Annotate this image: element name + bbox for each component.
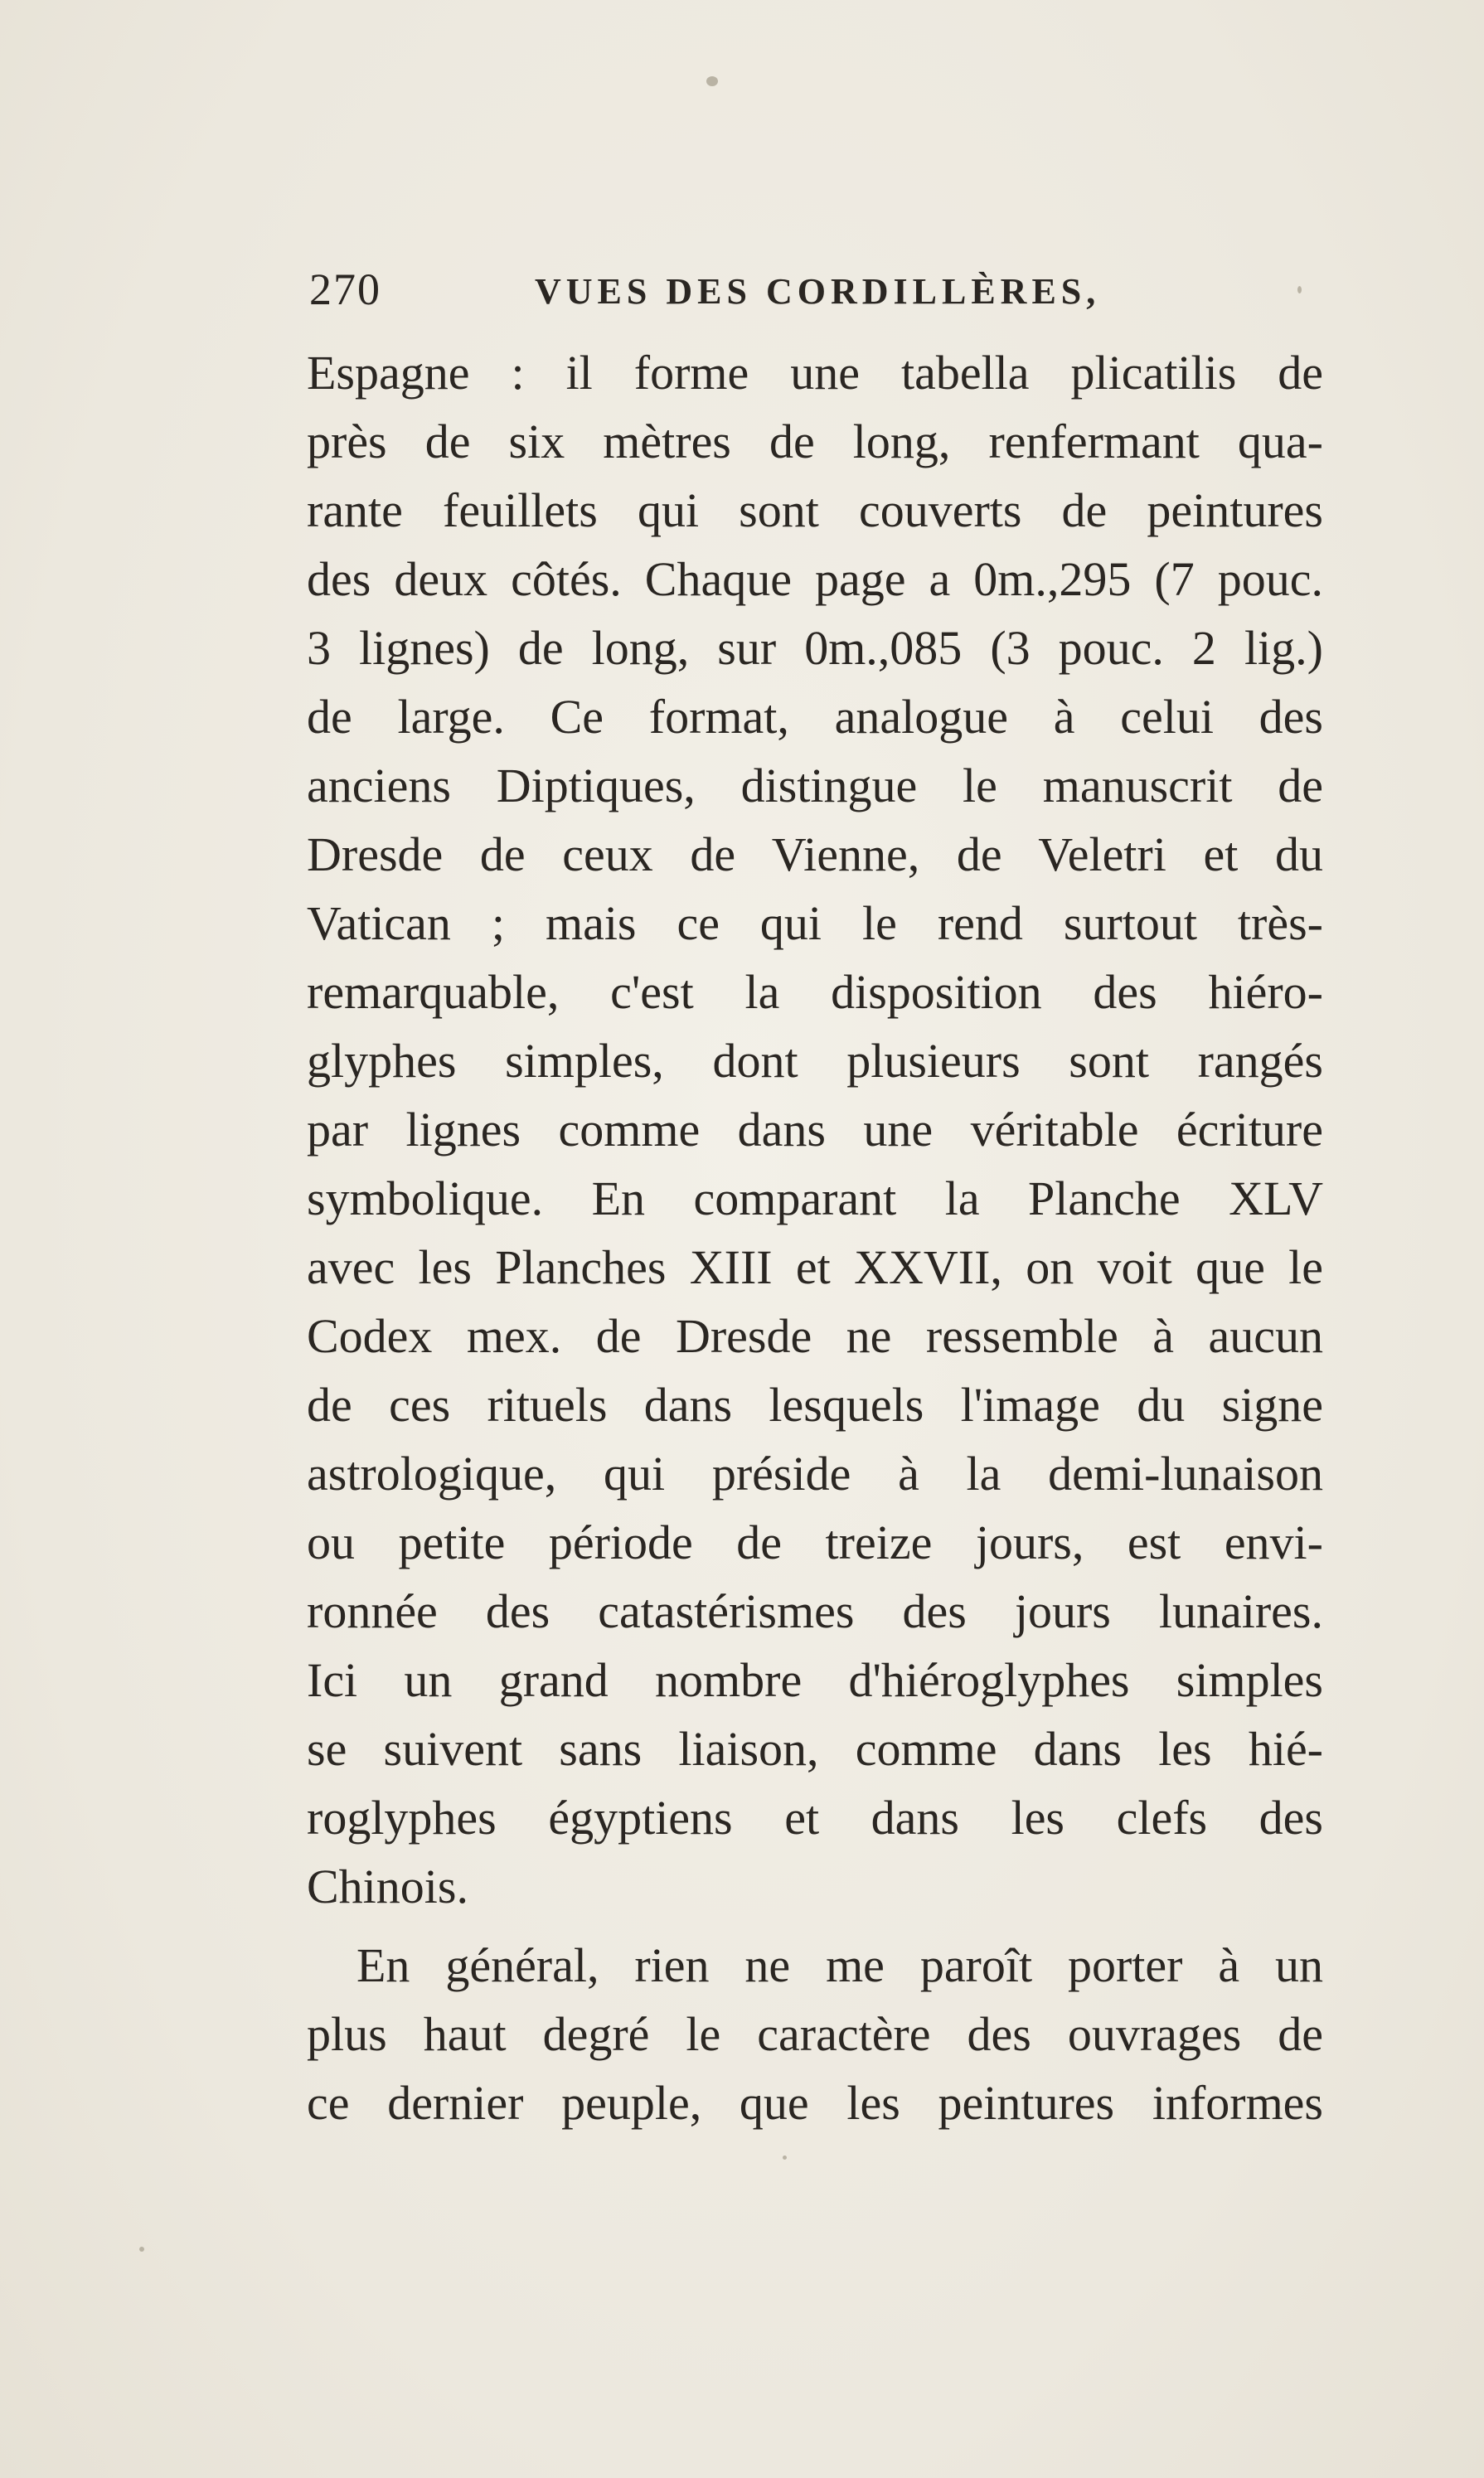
text-line: Dresde de ceux de Vienne, de Veletri et du — [307, 827, 1323, 881]
running-title: VUES DES CORDILLÈRES, — [535, 271, 1101, 312]
text-line: ou petite période de treize jours, est envi- — [307, 1515, 1323, 1569]
text-line: se suivent sans liaison, comme dans les hié- — [307, 1722, 1323, 1776]
running-head — [309, 264, 1329, 313]
text-line: anciens Diptiques, distingue le manuscrit de — [307, 759, 1323, 812]
text-line: de large. Ce format, analogue à celui des — [307, 690, 1323, 744]
text-line: avec les Planches XIII et XXVII, on voit que le — [307, 1240, 1323, 1294]
text-line: Ici un grand nombre d'hiéroglyphes simples — [307, 1653, 1323, 1707]
body-text — [307, 338, 1323, 2137]
text-line: ronnée des catastérismes des jours lunaires. — [307, 1584, 1323, 1638]
text-line: ce dernier peuple, que les peintures informes — [307, 2076, 1323, 2130]
text-line: plus haut degré le caractère des ouvrages de — [307, 2007, 1323, 2061]
text-line: astrologique, qui préside à la demi-lunaison — [307, 1447, 1323, 1501]
text-line: Vatican ; mais ce qui le rend surtout très- — [307, 896, 1323, 950]
text-line: 3 lignes) de long, sur 0m.,085 (3 pouc. 2 lig.) — [307, 621, 1323, 675]
text-line: En général, rien ne me paroît porter à un — [356, 1938, 1323, 1992]
text-line: par lignes comme dans une véritable écriture — [307, 1103, 1323, 1157]
paper-speck — [783, 2156, 787, 2160]
text-line: des deux côtés. Chaque page a 0m.,295 (7 pouc. — [307, 552, 1323, 606]
paper-speck — [1297, 286, 1302, 293]
text-line: de ces rituels dans lesquels l'image du signe — [307, 1378, 1323, 1432]
text-line: symbolique. En comparant la Planche XLV — [307, 1171, 1323, 1225]
text-line: remarquable, c'est la disposition des hiéro- — [307, 965, 1323, 1019]
paper-speck — [139, 2247, 144, 2252]
text-line: glyphes simples, dont plusieurs sont rangés — [307, 1034, 1323, 1088]
text-line: rante feuillets qui sont couverts de peintures — [307, 483, 1323, 537]
text-line: près de six mètres de long, renfermant qua- — [307, 415, 1323, 468]
text-line: Espagne : il forme une tabella plicatilis de — [307, 346, 1323, 400]
page-number: 270 — [309, 264, 381, 314]
text-line: roglyphes égyptiens et dans les clefs des — [307, 1791, 1323, 1845]
paper-speck — [706, 76, 718, 86]
text-line: Codex mex. de Dresde ne ressemble à aucun — [307, 1309, 1323, 1363]
paragraph-gap — [307, 1921, 1323, 1931]
text-line: Chinois. — [307, 1860, 468, 1913]
